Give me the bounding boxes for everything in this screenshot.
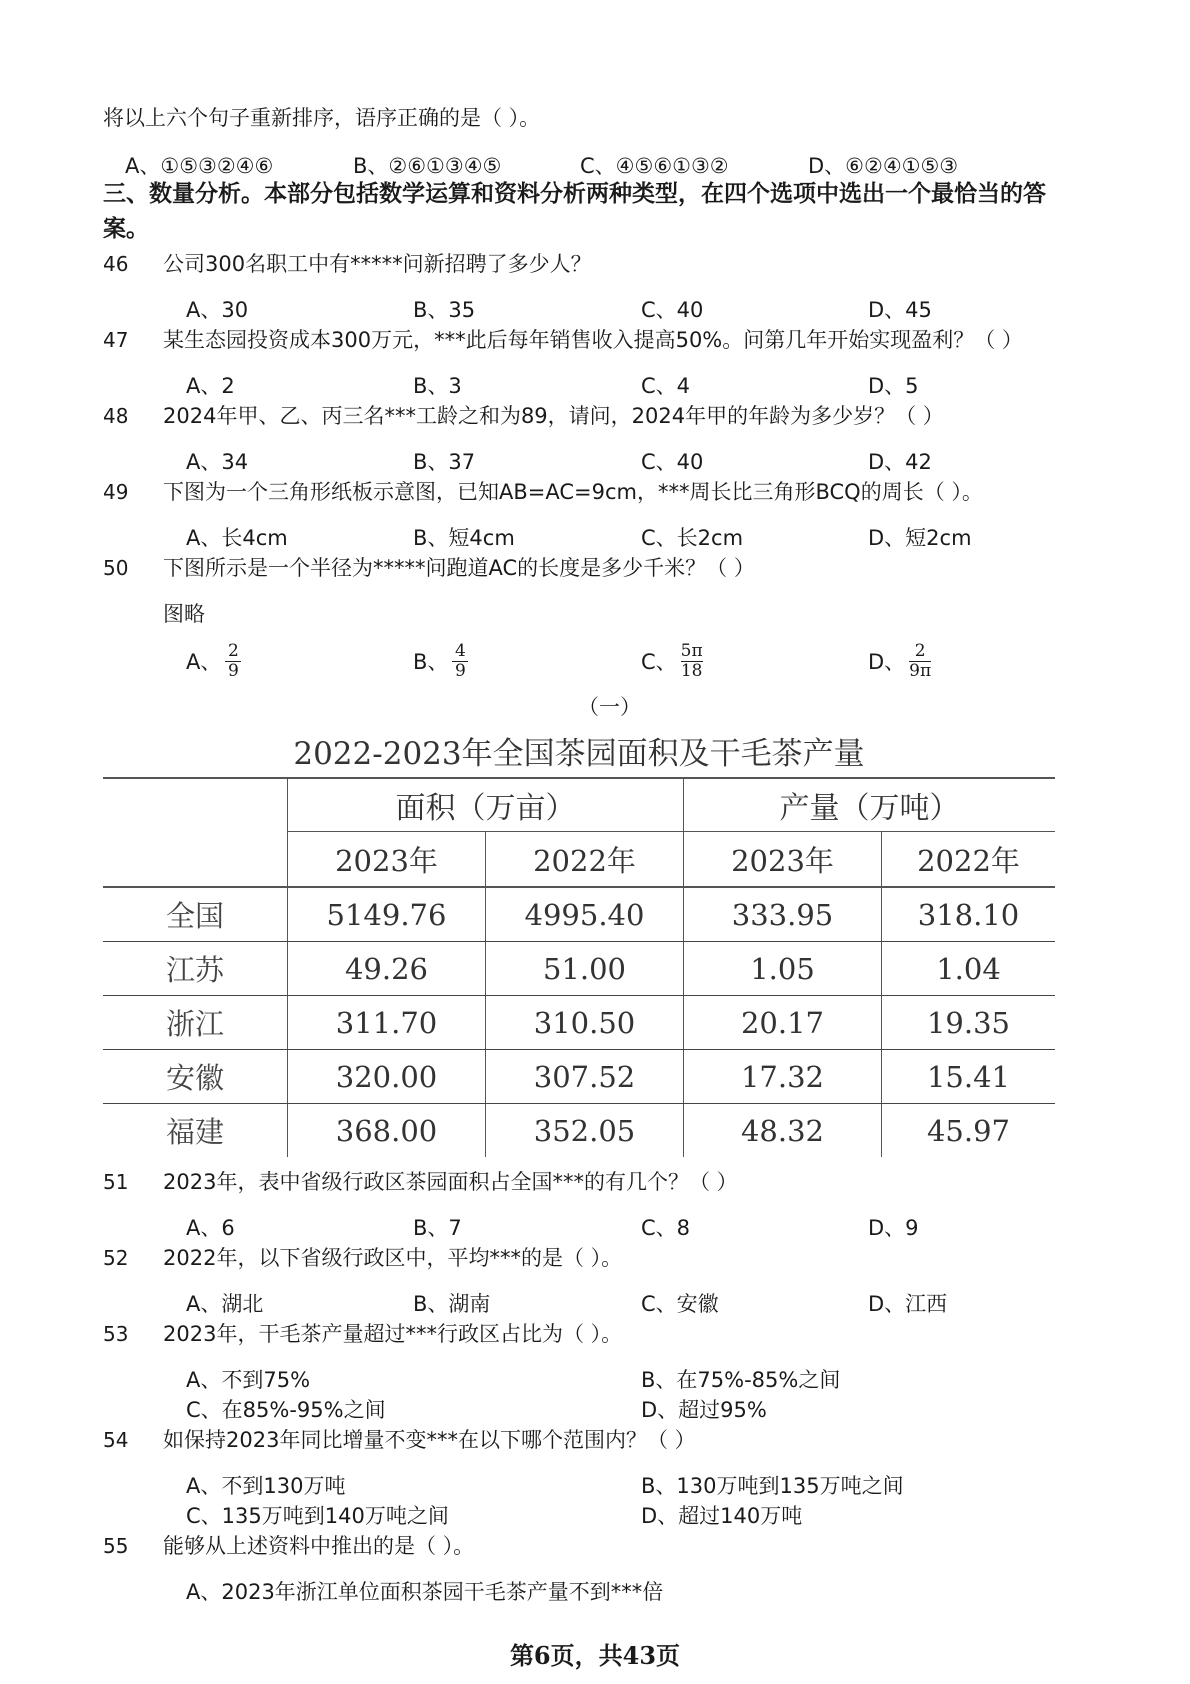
- table-cell: 307.52: [486, 1050, 684, 1104]
- option-a: A、湖北: [186, 1292, 264, 1316]
- question-text: 2022年，以下省级行政区中，平均***的是（ ）。: [163, 1246, 623, 1270]
- option-a: A、2023年浙江单位面积茶园干毛茶产量不到***倍: [186, 1580, 664, 1604]
- option-b: B、130万吨到135万吨之间: [641, 1474, 904, 1498]
- table-cell: 1.04: [882, 942, 1056, 996]
- numerator: 2: [914, 641, 926, 661]
- figure-omitted-note: 图略: [163, 602, 205, 626]
- option-b: B、37: [413, 450, 476, 474]
- table-cell: 311.70: [288, 996, 486, 1050]
- option-label: A、: [186, 649, 222, 674]
- tea-data-table: [103, 724, 1055, 1157]
- question-number: 51: [103, 1170, 129, 1194]
- table-cell: 19.35: [882, 996, 1056, 1050]
- table-cell: 318.10: [882, 887, 1056, 942]
- table-cell: 5149.76: [288, 887, 486, 942]
- denominator: 9: [455, 661, 466, 681]
- section-heading-cont: 案。: [103, 216, 149, 242]
- table-cell: 48.32: [684, 1104, 882, 1158]
- option-c: [641, 642, 703, 681]
- numerator: 5π: [680, 641, 703, 661]
- question-text: 下图为一个三角形纸板示意图，已知AB=AC=9cm，***周长比三角形BCQ的周长（ ）。: [163, 480, 983, 504]
- table-cell: 352.05: [486, 1104, 684, 1158]
- option-d: D、9: [868, 1216, 919, 1240]
- row-label: 福建: [165, 1115, 224, 1149]
- option-a: A、6: [186, 1216, 235, 1240]
- table-cell: 20.17: [684, 996, 882, 1050]
- option-a: A、34: [186, 450, 249, 474]
- fraction: [681, 642, 703, 681]
- option-b: B、②⑥①③④⑤: [353, 154, 502, 178]
- column-header: 2023年: [684, 832, 882, 888]
- table-row: [103, 996, 1055, 1050]
- option-d: D、42: [868, 450, 932, 474]
- fraction: [225, 642, 241, 681]
- question-number: 50: [103, 556, 129, 580]
- option-b: [413, 642, 468, 681]
- row-label: 全国: [103, 887, 288, 942]
- table-cell: 1.05: [684, 942, 882, 996]
- option-d: D、江西: [868, 1292, 948, 1316]
- table-corner-cell: [103, 778, 288, 887]
- table-cell: 51.00: [486, 942, 684, 996]
- option-b: B、在75%-85%之间: [641, 1368, 841, 1392]
- table-cell: 49.26: [288, 942, 486, 996]
- section-heading: 三、数量分析。本部分包括数学运算和资料分析两种类型，在四个选项中选出一个最恰当的答: [103, 181, 1046, 207]
- question-text: 某生态园投资成本300万元，***此后每年销售收入提高50%。问第几年开始实现盈利？（ ）: [163, 328, 1023, 352]
- row-label: 江苏: [103, 942, 288, 996]
- question-number: 47: [103, 328, 129, 352]
- question-number: 49: [103, 480, 129, 504]
- denominator: 9: [227, 661, 239, 681]
- reorder-instruction: 将以上六个句子重新排序，语序正确的是（ ）。: [103, 106, 541, 130]
- option-label: D、: [868, 649, 906, 674]
- option-d: [868, 642, 931, 681]
- column-group-output: 产量（万吨）: [684, 778, 1056, 832]
- column-header: 2022年: [882, 832, 1056, 888]
- part-label: （一）: [578, 695, 641, 719]
- question-text: 2023年，表中省级行政区茶园面积占全国***的有几个？（ ）: [163, 1170, 738, 1194]
- option-c: C、8: [641, 1216, 691, 1240]
- option-a: A、不到75%: [186, 1368, 311, 1392]
- fraction: [452, 642, 468, 681]
- option-a: A、2: [186, 374, 235, 398]
- question-text: 2023年，干毛茶产量超过***行政区占比为（ ）。: [163, 1322, 623, 1346]
- option-c: C、④⑤⑥①③②: [580, 154, 729, 178]
- table-cell: 310.50: [486, 996, 684, 1050]
- table-title: 2022-2023年全国茶园面积及干毛茶产量: [103, 724, 1055, 778]
- option-c: C、在85%-95%之间: [186, 1398, 386, 1422]
- option-d: D、5: [868, 374, 919, 398]
- question-number: 55: [103, 1534, 129, 1558]
- table-cell: 4995.40: [486, 887, 684, 942]
- table-row: [103, 887, 1055, 942]
- table-cell: 15.41: [882, 1050, 1056, 1104]
- question-number: 53: [103, 1322, 129, 1346]
- table-cell: 333.95: [684, 887, 882, 942]
- option-b: B、3: [413, 374, 462, 398]
- option-d: D、45: [868, 298, 932, 322]
- option-c: C、40: [641, 298, 704, 322]
- column-header: 2022年: [486, 832, 684, 888]
- question-text: 能够从上述资料中推出的是（ ）。: [163, 1534, 475, 1558]
- option-b: B、短4cm: [413, 526, 515, 550]
- option-a: A、①⑤③②④⑥: [125, 154, 274, 178]
- question-text: 如保持2023年同比增量不变***在以下哪个范围内？（ ）: [163, 1428, 696, 1452]
- option-c: C、4: [641, 374, 691, 398]
- question-number: 52: [103, 1246, 129, 1270]
- option-d: D、⑥②④①⑤③: [808, 154, 959, 178]
- denominator: 9π: [909, 661, 932, 681]
- option-d: D、超过95%: [641, 1398, 767, 1422]
- denominator: 18: [680, 661, 703, 681]
- option-a: [186, 642, 241, 681]
- option-label: C、: [641, 649, 677, 674]
- question-text: 下图所示是一个半径为*****问跑道AC的长度是多少千米？（ ）: [163, 556, 755, 580]
- table-cell: 45.97: [882, 1104, 1056, 1158]
- option-a: A、不到130万吨: [186, 1474, 346, 1498]
- table-cell: 320.00: [288, 1050, 486, 1104]
- page-footer: 第6页，共43页: [509, 1641, 681, 1670]
- option-c: C、40: [641, 450, 704, 474]
- row-label: 安徽: [103, 1050, 288, 1104]
- option-b: B、7: [413, 1216, 462, 1240]
- option-c: C、长2cm: [641, 526, 744, 550]
- table-row: [103, 1104, 1055, 1158]
- row-label: 浙江: [103, 996, 288, 1050]
- column-group-area: 面积（万亩）: [288, 778, 684, 832]
- table-cell: 368.00: [288, 1104, 486, 1158]
- question-text: 2024年甲、乙、丙三名***工龄之和为89，请问，2024年甲的年龄为多少岁？（ ）: [163, 404, 944, 428]
- option-a: A、长4cm: [186, 526, 288, 550]
- numerator: 2: [227, 641, 239, 661]
- option-b: B、湖南: [413, 1292, 491, 1316]
- fraction: [909, 642, 931, 681]
- table-cell: 17.32: [684, 1050, 882, 1104]
- numerator: 4: [455, 641, 466, 661]
- option-c: C、安徽: [641, 1292, 719, 1316]
- option-label: B、: [413, 649, 449, 674]
- option-a: A、30: [186, 298, 249, 322]
- table-row: [103, 1050, 1055, 1104]
- question-number: 54: [103, 1428, 129, 1452]
- question-number: 48: [103, 404, 129, 428]
- option-d: D、超过140万吨: [641, 1504, 803, 1528]
- option-b: B、35: [413, 298, 476, 322]
- column-header: 2023年: [288, 832, 486, 888]
- question-text: 公司300名职工中有*****问新招聘了多少人？: [163, 252, 592, 276]
- question-number: 46: [103, 252, 129, 276]
- option-c: C、135万吨到140万吨之间: [186, 1504, 449, 1528]
- table-row: [103, 942, 1055, 996]
- option-d: D、短2cm: [868, 526, 972, 550]
